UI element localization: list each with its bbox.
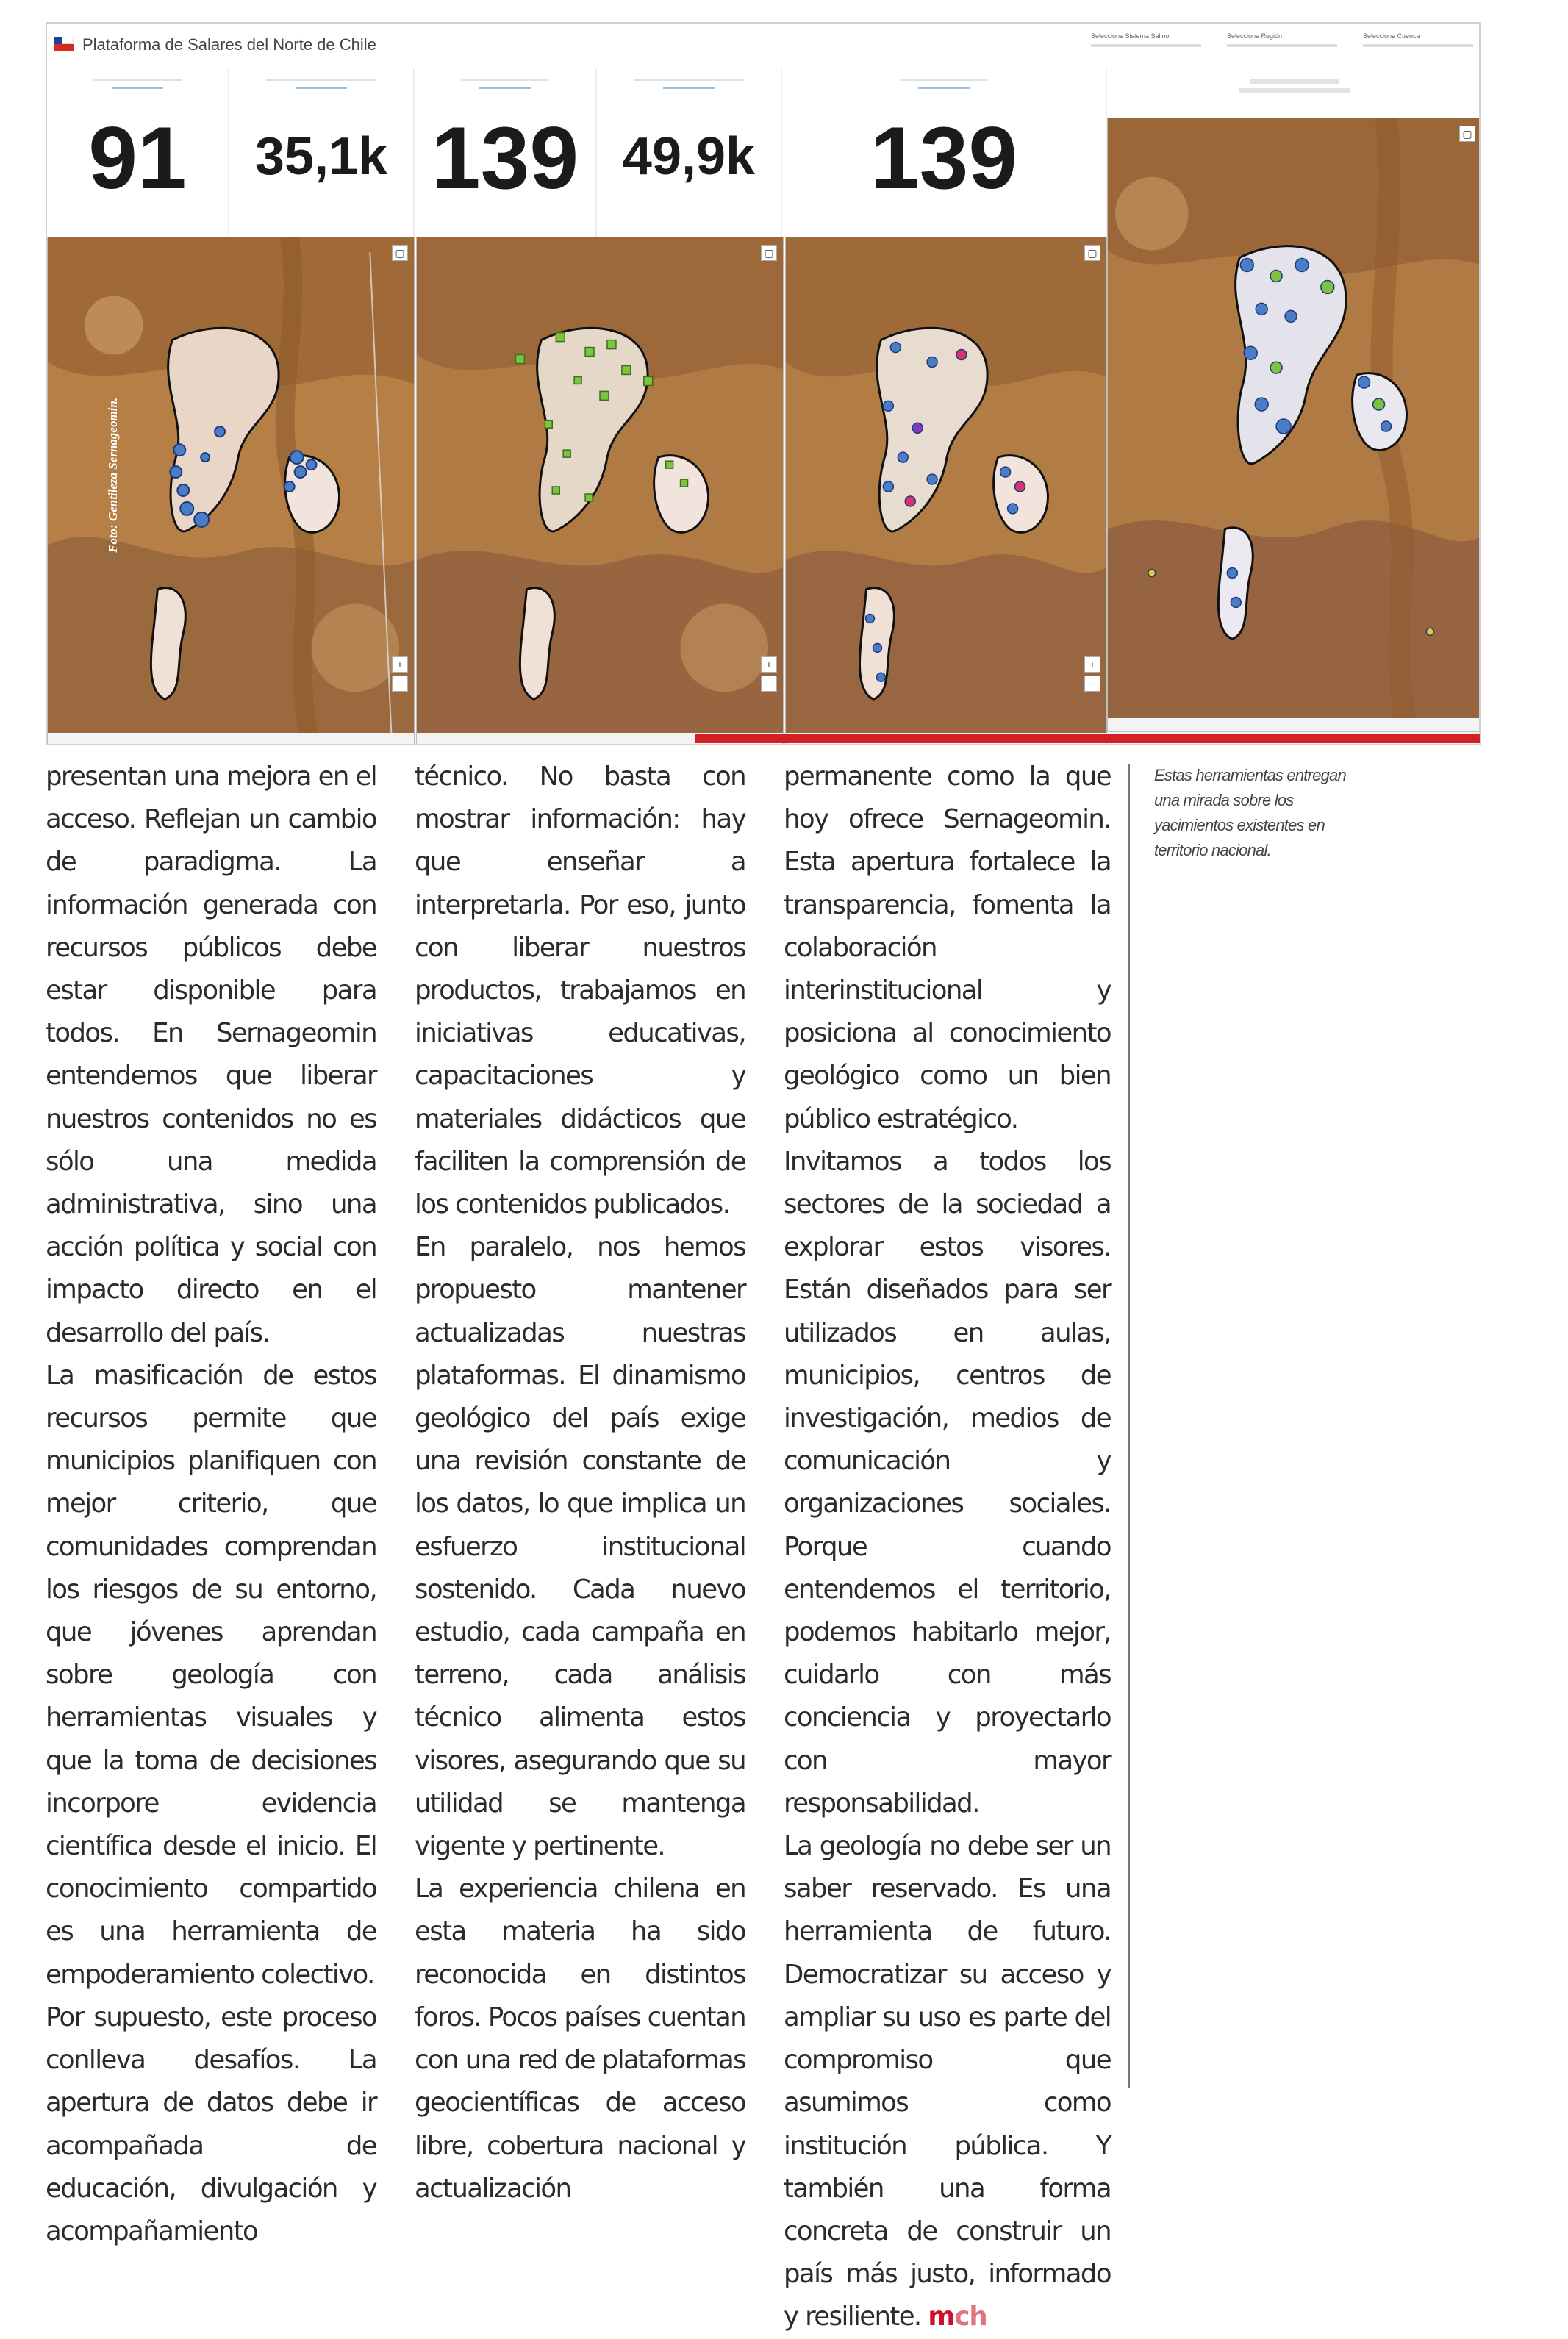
- map-panel-1[interactable]: [47, 237, 415, 745]
- chile-flag-icon: [54, 37, 74, 51]
- map-footer: [48, 733, 414, 745]
- kpi-card: [415, 69, 597, 257]
- paragraph: En paralelo, nos hemos propuesto mantener actualizadas nuestras plataformas. El dinamismo geológico del país exige una revisión constante de los datos, lo que implica un esfuerzo institucional sostenido. Cada nuevo estudio, cada campaña en terreno, cada análisis técnico alimenta estos visores, asegurando que su utilidad se mantenga vigente y pertinente.: [415, 1232, 745, 1862]
- photo-caption: Estas herramientas entregan una mirada sobre los yacimientos existentes en territorio nacional.: [1154, 766, 1346, 859]
- map-expand-icon[interactable]: ▢: [1084, 245, 1100, 261]
- paragraph-last: [784, 1825, 1111, 2338]
- dashboard-screenshot: [46, 22, 1481, 745]
- dashboard-title: Plataforma de Salares del Norte de Chile: [82, 35, 376, 54]
- map-zoom-out-icon[interactable]: −: [392, 676, 408, 692]
- paragraph: Por supuesto, este proceso conlleva desafíos. La apertura de datos debe ir acompañada de educación, divulgación y acompañamiento: [46, 2002, 376, 2246]
- kpi-value: 139: [431, 109, 579, 207]
- filter-region[interactable]: Seleccione Región: [1227, 32, 1352, 62]
- map-expand-icon[interactable]: ▢: [1459, 126, 1475, 142]
- filter-cuenca[interactable]: Seleccione Cuenca: [1363, 32, 1481, 62]
- kpi-card: [782, 69, 1107, 257]
- kpi-value: 139: [870, 109, 1018, 207]
- paragraph: La masificación de estos recursos permite que municipios planifiquen con mejor criterio, que comunidades comprendan los riesgos de su entorno, que jóvenes aprendan sobre geología con herramientas visuales y que la toma de decisiones incorpore evidencia científica desde el inicio. El conocimiento compartido es una herramienta de empoderamiento colectivo.: [46, 1360, 376, 1990]
- map-zoom-out-icon[interactable]: −: [1084, 676, 1100, 692]
- kpi-value: 91: [88, 109, 187, 207]
- dashboard-header: [47, 24, 1479, 70]
- map-panel-2[interactable]: [416, 237, 784, 745]
- map-panel-4[interactable]: [1107, 118, 1481, 732]
- paragraph-text: La geología no debe ser un saber reservado. Es una herramienta de futuro. Democratizar su acceso y ampliar su uso es parte del compromiso que asumimos como institución pública. Y también una forma concreta de construir un país más justo, informado y resiliente.: [784, 1831, 1111, 2332]
- map-panel-3[interactable]: [785, 237, 1107, 745]
- accent-bar: [695, 734, 1480, 743]
- paragraph: La experiencia chilena en esta materia ha sido reconocida en distintos foros. Pocos países cuentan con una red de plataformas geocientíficas de acceso libre, cobertura nacional y actualización: [415, 1874, 745, 2204]
- column-divider: [1128, 764, 1130, 2088]
- article-column-1: [46, 756, 376, 2253]
- map-zoom-out-icon[interactable]: −: [761, 676, 777, 692]
- map-footer: [1108, 718, 1481, 731]
- kpi-card: [597, 69, 782, 257]
- kpi-card: [229, 69, 415, 257]
- kpi-value: 49,9k: [622, 127, 756, 186]
- mch-logo: mch: [928, 2302, 987, 2332]
- map-zoom-in-icon[interactable]: +: [761, 656, 777, 673]
- article-column-3: [784, 756, 1111, 2339]
- kpi-value: 35,1k: [254, 127, 388, 186]
- kpi-row: [47, 69, 1107, 257]
- kpi-card: [47, 69, 229, 257]
- article-column-2: [415, 756, 745, 2210]
- map-zoom-in-icon[interactable]: +: [1084, 656, 1100, 673]
- filter-sistema-salino[interactable]: Seleccione Sistema Salino: [1091, 32, 1216, 62]
- paragraph: Invitamos a todos los sectores de la sociedad a explorar estos visores. Están diseñados para ser utilizados en aulas, municipios, centros de investigación, medios de comunicación y organizaciones sociales. Porque cuando entendemos el territorio, podemos habitarlo mejor, cuidarlo con más conciencia y proyectarlo con mayor responsabilidad.: [784, 1146, 1111, 1819]
- map-expand-icon[interactable]: ▢: [392, 245, 408, 261]
- photo-credit: Foto: Gentileza Sernageomin.: [106, 397, 120, 553]
- map-zoom-in-icon[interactable]: +: [392, 656, 408, 673]
- paragraph: permanente como la que hoy ofrece Sernageomin. Esta apertura fortalece la transparencia, fomenta la colaboración interinstitucional y posiciona al conocimiento geológico como un bien público estratégico.: [784, 762, 1111, 1134]
- map-expand-icon[interactable]: ▢: [761, 245, 777, 261]
- paragraph: técnico. No basta con mostrar información: hay que enseñar a interpretarla. Por eso, junto con liberar nuestros productos, trabajamos en iniciativas educativas, capacitaciones y materiales didácticos que faciliten la comprensión de los contenidos publicados.: [415, 762, 745, 1220]
- paragraph: presentan una mejora en el acceso. Reflejan un cambio de paradigma. La información generada con recursos públicos debe estar disponible para todos. En Sernageomin entendemos que liberar nuestros contenidos no es sólo una medida administrativa, sino una acción política y social con impacto directo en el desarrollo del país.: [46, 762, 376, 1348]
